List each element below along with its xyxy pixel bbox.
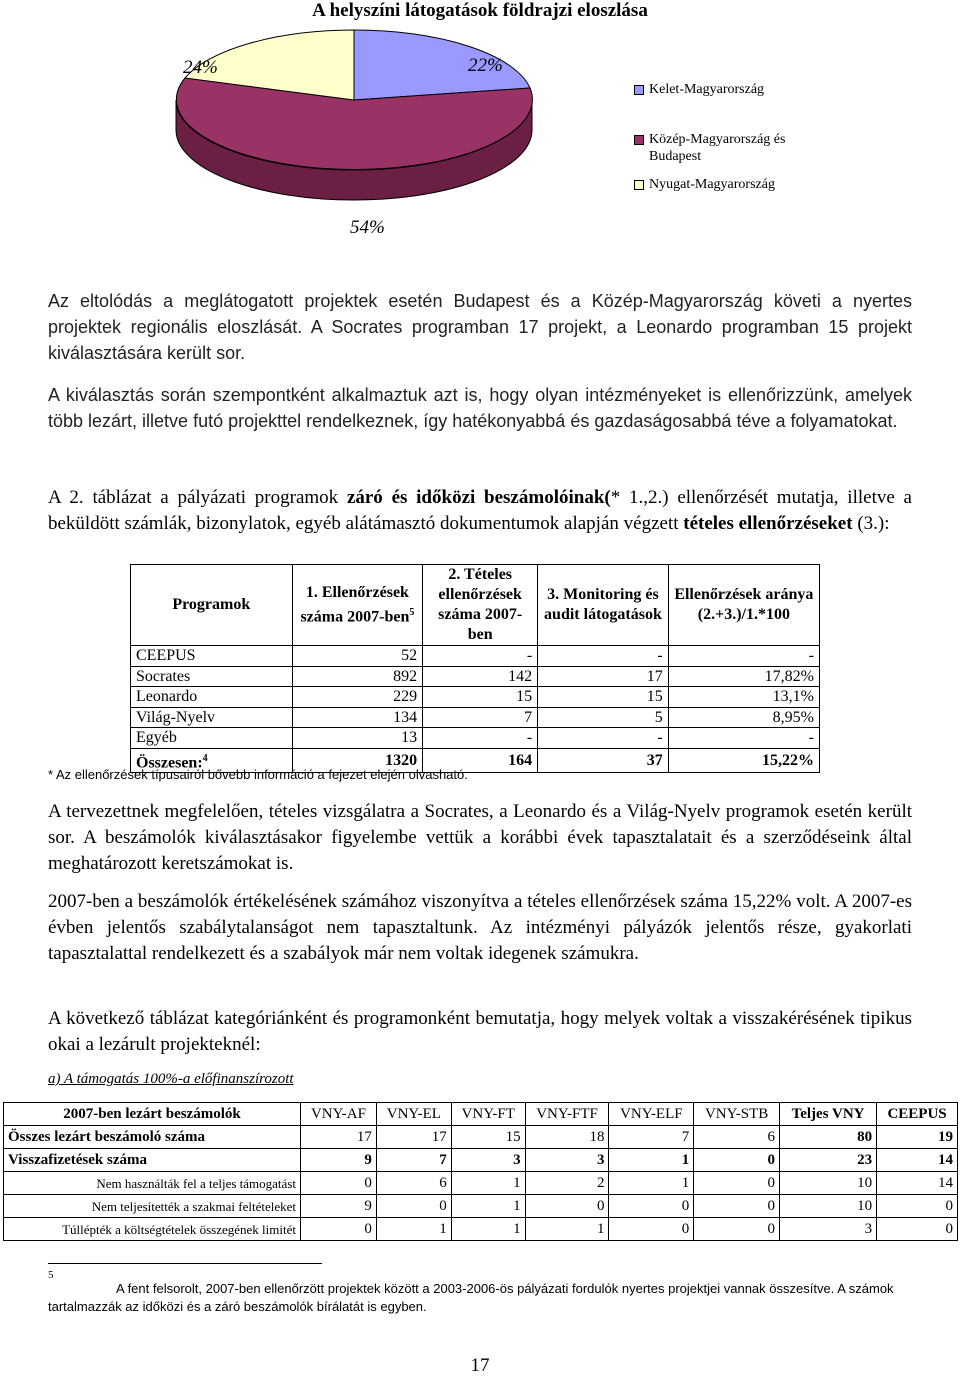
table-cell: - (423, 728, 538, 749)
table-cell: Nem használták fel a teljes támogatást (4, 1172, 301, 1195)
table-cell: 37 (538, 748, 669, 772)
table-cell: 164 (423, 748, 538, 772)
table-cell: 17,82% (668, 666, 819, 687)
text-span: * 1.,2.) ellenőrzését mutatja, illetve a beküldött számlák, bizonylatok, egyéb alátámasztó dokumentumok alapján végzett (48, 487, 912, 534)
header-cell: VNY-FTF (525, 1103, 609, 1126)
table-cell: 0 (376, 1195, 451, 1218)
pie-chart (0, 0, 960, 260)
text-bold: záró és időközi beszámolóinak( (346, 487, 611, 508)
header-cell: 2007-ben lezárt beszámolók (4, 1103, 301, 1126)
legend-label: Közép-Magyarország és Budapest (649, 132, 786, 164)
table-cell: - (538, 646, 669, 667)
table-cell: Világ-Nyelv (131, 707, 293, 728)
table-cell: Egyéb (131, 728, 293, 749)
table-cell: 13 (292, 728, 423, 749)
table-note: * Az ellenőrzések típusairól bővebb információ a fejezet elején olvasható. (48, 767, 468, 782)
table-cell: - (423, 646, 538, 667)
header-cell: Programok (131, 565, 293, 646)
table-cell: 7 (423, 707, 538, 728)
table-cell: 1320 (292, 748, 423, 772)
table-cell: 18 (525, 1126, 609, 1149)
table-cell: 15,22% (668, 748, 819, 772)
table-cell: 3 (525, 1149, 609, 1172)
footnote-ref: 5 (409, 606, 415, 618)
text-span: (3.): (852, 513, 890, 534)
table-row (4, 1149, 958, 1172)
header-cell: VNY-FT (451, 1103, 525, 1126)
header-cell: VNY-STB (694, 1103, 780, 1126)
table-cell: 7 (609, 1126, 694, 1149)
table-cell: 5 (538, 707, 669, 728)
table-cell: 0 (301, 1218, 377, 1241)
table-cell: 14 (877, 1149, 958, 1172)
text-span: A 2. táblázat a pályázati programok (48, 487, 347, 508)
table-cell: 3 (780, 1218, 877, 1241)
table-header-row (4, 1103, 958, 1126)
header-cell: CEEPUS (877, 1103, 958, 1126)
legend-label: Nyugat-Magyarország (649, 177, 775, 192)
table-cell: Leonardo (131, 687, 293, 708)
paragraph-3 (48, 485, 912, 537)
table-cell: 17 (538, 666, 669, 687)
table-cell: Túllépték a költségtételek összegének limitét (4, 1218, 301, 1241)
paragraph-2: A kiválasztás során szempontként alkalmaztuk azt is, hogy olyan intézményeket is ellenőrizzünk, amelyek több lezárt, illetve futó projekttel rendelkeznek, így hatékonyabbá és gazdaságosabbá téve a folyamatokat. (48, 385, 912, 431)
table-row (131, 707, 820, 728)
table-cell: 1 (451, 1172, 525, 1195)
header-cell (292, 565, 423, 646)
table-row (4, 1218, 958, 1241)
table-cell: CEEPUS (131, 646, 293, 667)
repayments-table (3, 1102, 958, 1241)
table-cell: 19 (877, 1126, 958, 1149)
pie-label-nyugat: 24% (183, 57, 218, 78)
table-header-row (131, 565, 820, 646)
table-row (4, 1126, 958, 1149)
table-cell: 134 (292, 707, 423, 728)
table-cell: 52 (292, 646, 423, 667)
controls-table (130, 564, 820, 773)
table-cell: 17 (376, 1126, 451, 1149)
legend-label: Kelet-Magyarország (649, 82, 765, 97)
page-number: 17 (470, 1355, 490, 1376)
header-cell: Teljes VNY (780, 1103, 877, 1126)
table-cell: 1 (609, 1172, 694, 1195)
table-cell: 0 (694, 1172, 780, 1195)
paragraph-5: 2007-ben a beszámolók értékelésének számához viszonyítva a tételes ellenőrzések száma 15,22% volt. A 2007-es évben jelentős szabálytalanságot nem tapasztaltunk. Az intézményi pályázók jelentős része, gyakorlati tapasztalattal rendelkezett és a szabályok már nem voltak idegenek számukra. (48, 891, 912, 964)
table-cell: 7 (376, 1149, 451, 1172)
header-cell: VNY-ELF (609, 1103, 694, 1126)
paragraph-4: A tervezettnek megfelelően, tételes vizsgálatra a Socrates, a Leonardo és a Világ-Nyelv programok esetén került sor. A beszámolók kiválasztásakor figyelembe vettük a korábbi évek tapasztalatait és a szerződéseink által meghatározott keretszámokat is. (48, 801, 912, 874)
pie-label-kelet: 22% (468, 55, 503, 76)
text-bold: tételes ellenőrzéseket (683, 513, 853, 534)
table-cell: 13,1% (668, 687, 819, 708)
footnote-separator (48, 1263, 322, 1264)
table-cell: 6 (694, 1126, 780, 1149)
table-cell: 1 (376, 1218, 451, 1241)
table-cell: Socrates (131, 666, 293, 687)
table-cell: - (538, 728, 669, 749)
table-cell: 1 (525, 1218, 609, 1241)
table-cell: 1 (451, 1195, 525, 1218)
table-cell: 0 (609, 1195, 694, 1218)
table-cell: 23 (780, 1149, 877, 1172)
table-cell: 0 (694, 1195, 780, 1218)
footnote-ref: 4 (202, 752, 208, 764)
table-cell: 229 (292, 687, 423, 708)
table-cell: - (668, 728, 819, 749)
table-cell: Visszafizetések száma (4, 1149, 301, 1172)
header-cell: 3. Monitoring és audit látogatások (538, 565, 669, 646)
legend-swatch-icon (634, 85, 644, 95)
footnote-number: 5 (48, 1269, 54, 1281)
table-cell: 892 (292, 666, 423, 687)
table-cell: 17 (301, 1126, 377, 1149)
header-cell: Ellenőrzések aránya (2.+3.)/1.*100 (668, 565, 819, 646)
table-cell: 0 (877, 1195, 958, 1218)
table-row (131, 666, 820, 687)
paragraph-1: Az eltolódás a meglátogatott projektek esetén Budapest és a Közép-Magyarország követi a nyertes projektek regionális eloszlását. A Socrates programban 17 projekt, a Leonardo programban 15 projekt kiválasztására került sor. (48, 291, 912, 363)
table-cell: 3 (451, 1149, 525, 1172)
table-cell: 142 (423, 666, 538, 687)
table-cell: 9 (301, 1149, 377, 1172)
table-cell: 8,95% (668, 707, 819, 728)
table-cell: 6 (376, 1172, 451, 1195)
table-cell: 2 (525, 1172, 609, 1195)
table-cell: 10 (780, 1172, 877, 1195)
table-cell: 0 (694, 1218, 780, 1241)
table-row (131, 687, 820, 708)
legend-swatch-icon (634, 180, 644, 190)
table-cell: 0 (301, 1172, 377, 1195)
subheading: a) A támogatás 100%-a előfinanszírozott (48, 1071, 294, 1087)
pie-label-kozep: 54% (350, 217, 385, 238)
table-cell: Összes lezárt beszámoló száma (4, 1126, 301, 1149)
paragraph-6: A következő táblázat kategóriánként és programonként bemutatja, hogy melyek voltak a visszakérésének tipikus okai a lezárult projekteknél: (48, 1008, 912, 1055)
table-cell: - (668, 646, 819, 667)
header-cell: VNY-AF (301, 1103, 377, 1126)
table-cell: 1 (609, 1149, 694, 1172)
table-cell: 0 (525, 1195, 609, 1218)
table-cell: 15 (538, 687, 669, 708)
table-cell: 10 (780, 1195, 877, 1218)
footnote-text: A fent felsorolt, 2007-ben ellenőrzött projektek között a 2003-2006-ös pályázati fordulók nyertes projektjei vannak összesítve. A számok tartalmazzák az időközi és a záró beszámolók bírálatát is egyben. (48, 1281, 894, 1314)
table-row (131, 728, 820, 749)
table-row (131, 646, 820, 667)
table-cell: 80 (780, 1126, 877, 1149)
table-cell: Nem teljesítették a szakmai feltételeket (4, 1195, 301, 1218)
chart-title: A helyszíni látogatások földrajzi eloszlása (312, 0, 648, 21)
total-label: Összesen: (136, 753, 203, 771)
table-row (4, 1195, 958, 1218)
table-cell: 0 (694, 1149, 780, 1172)
table-cell: 0 (877, 1218, 958, 1241)
table-cell: 9 (301, 1195, 377, 1218)
table-cell: 0 (609, 1218, 694, 1241)
table-row (4, 1172, 958, 1195)
header-text: 1. Ellenőrzések száma 2007-ben (300, 583, 410, 626)
legend-swatch-icon (634, 135, 644, 145)
header-cell: 2. Tételes ellenőrzések száma 2007-ben (423, 565, 538, 646)
table-cell: 14 (877, 1172, 958, 1195)
header-cell: VNY-EL (376, 1103, 451, 1126)
table-cell: 1 (451, 1218, 525, 1241)
table-cell: 15 (451, 1126, 525, 1149)
table-cell: 15 (423, 687, 538, 708)
